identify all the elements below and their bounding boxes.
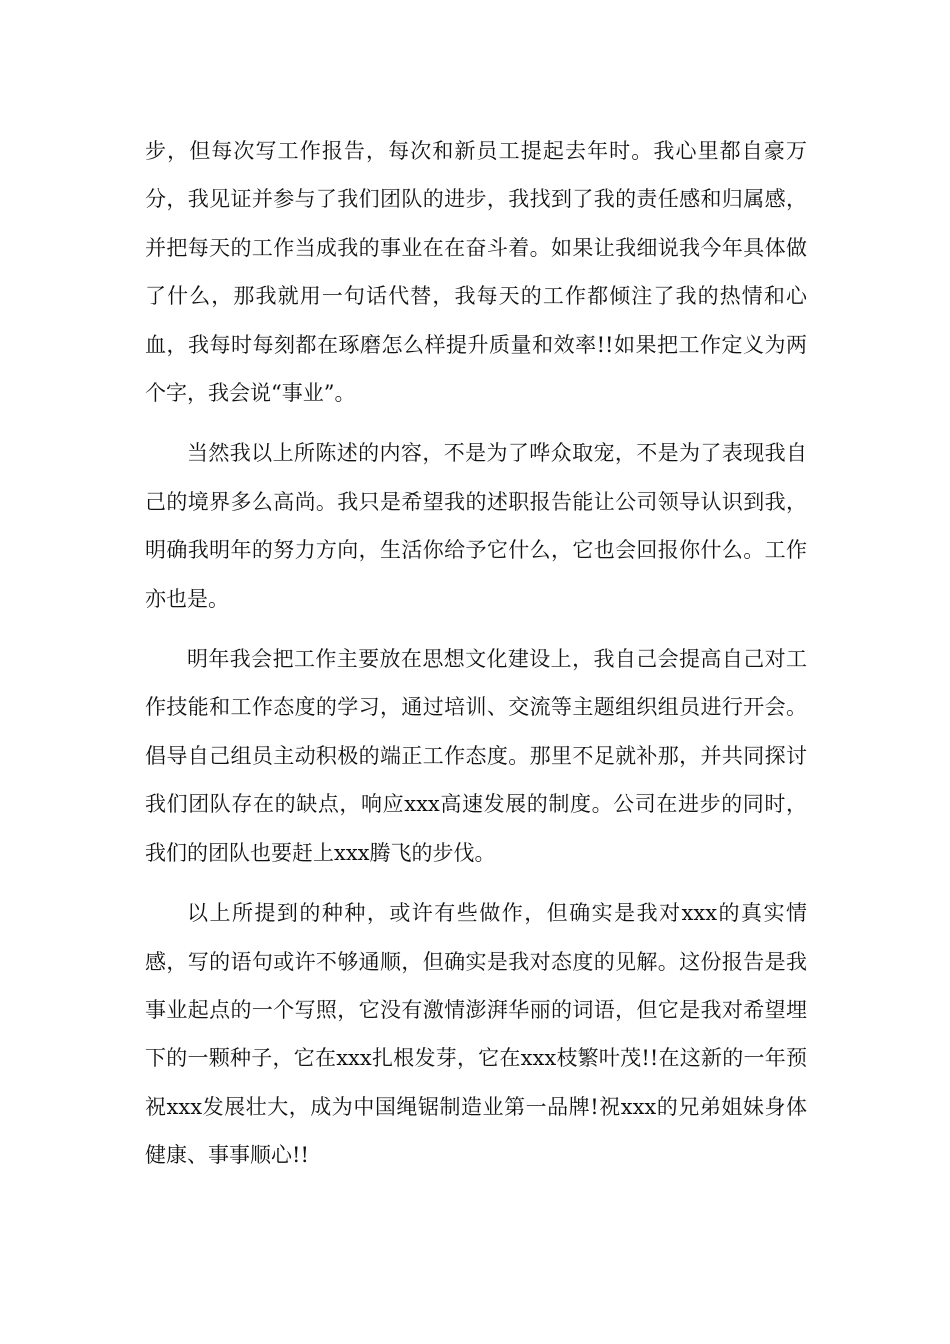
paragraph-4: 以上所提到的种种，或许有些做作，但确实是我对xxx的真实情感，写的语句或许不够通顺，但确实是我对态度的见解。这份报告是我事业起点的一个写照，它没有激情澎湃华丽的词语，但它是我对希望埋下的一颗种子，它在xxx扎根发芽，它在xxx枝繁叶茂!!在这新的一年预祝xxx发展壮大，成为中国绳锯制造业第一品牌!祝xxx的兄弟姐妹身体健康、事事顺心!! <box>145 901 807 1168</box>
paragraph-2: 当然我以上所陈述的内容，不是为了哗众取宠，不是为了表现我自己的境界多么高尚。我只是希望我的述职报告能让公司领导认识到我，明确我明年的努力方向，生活你给予它什么，它也会回报你什么。工作亦也是。 <box>145 441 807 611</box>
paragraph-3: 明年我会把工作主要放在思想文化建设上，我自己会提高自己对工作技能和工作态度的学习，通过培训、交流等主题组织组员进行开会。倡导自己组员主动积极的端正工作态度。那里不足就补那，并共同探讨我们团队存在的缺点，响应xxx高速发展的制度。公司在进步的同时，我们的团队也要赶上xxx腾飞的步伐。 <box>145 647 807 865</box>
document-body <box>145 127 807 1180</box>
paragraph-1: 步，但每次写工作报告，每次和新员工提起去年时。我心里都自豪万分，我见证并参与了我们团队的进步，我找到了我的责任感和归属感，并把每天的工作当成我的事业在在奋斗着。如果让我细说我今年具体做了什么，那我就用一句话代替，我每天的工作都倾注了我的热情和心血，我每时每刻都在琢磨怎么样提升质量和效率!!如果把工作定义为两个字，我会说“事业”。 <box>145 139 807 406</box>
